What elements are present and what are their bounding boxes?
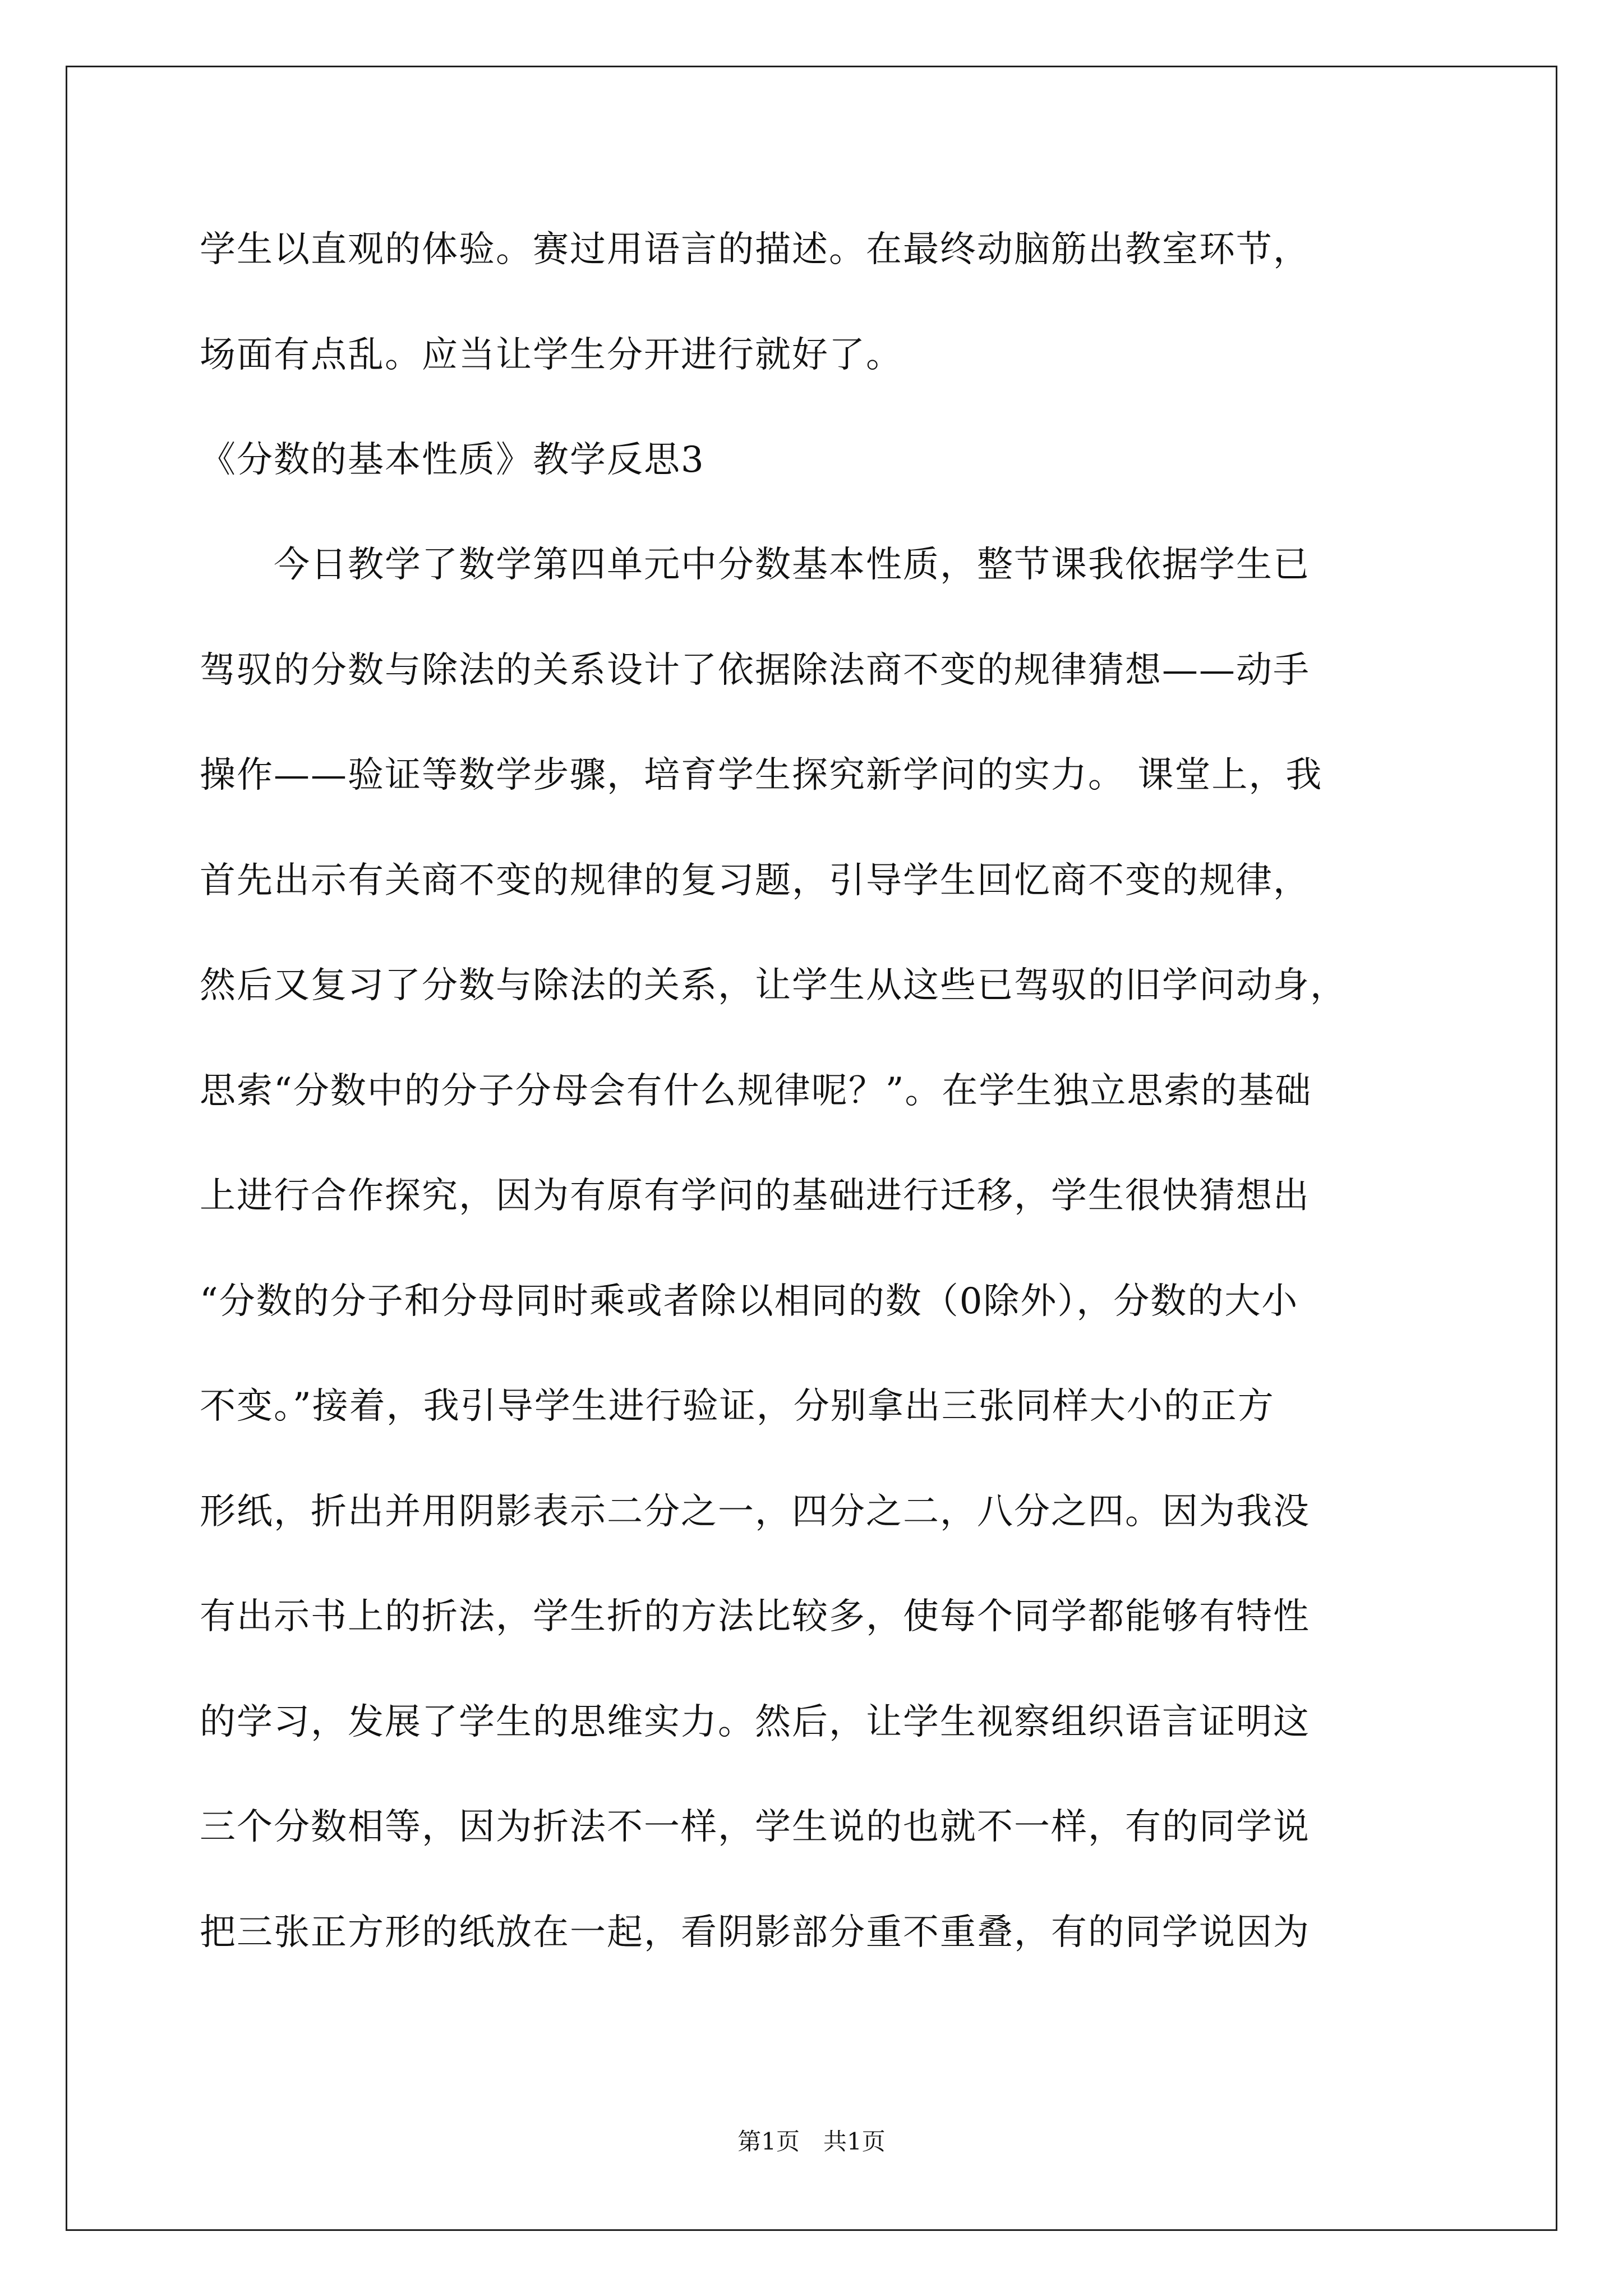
text-line-14: 有出示书上的折法，学生折的方法比较多，使每个同学都能够有特性	[200, 1596, 1310, 1637]
text-line-5: 驾驭的分数与除法的关系设计了依据除法商不变的规律猜想——动手	[200, 650, 1310, 691]
text-line-10: 上进行合作探究，因为有原有学问的基础进行迁移，学生很快猜想出	[200, 1175, 1310, 1217]
text-line-13: 形纸，折出并用阴影表示二分之一，四分之二，八分之四。因为我没	[200, 1491, 1310, 1533]
text-line-6: 操作——验证等数学步骤，培育学生探究新学问的实力。 课堂上，我	[200, 754, 1323, 796]
section-heading: 《分数的基本性质》教学反思3	[200, 439, 705, 481]
text-line-11: “分数的分子和分母同时乘或者除以相同的数（0除外），分数的大小	[200, 1281, 1299, 1322]
text-line-8: 然后又复习了分数与除法的关系，让学生从这些已驾驭的旧学问动身，	[200, 965, 1347, 1006]
text-line-1: 学生以直观的体验。赛过用语言的描述。在最终动脑筋出教室环节，	[200, 229, 1310, 270]
page-number-footer: 第1页 共1页	[737, 2128, 886, 2155]
text-line-12: 不变。”接着，我引导学生进行验证，分别拿出三张同样大小的正方	[200, 1386, 1275, 1427]
text-line-7: 首先出示有关商不变的规律的复习题，引导学生回忆商不变的规律，	[200, 860, 1310, 901]
text-line-15: 的学习，发展了学生的思维实力。然后，让学生视察组织语言证明这	[200, 1701, 1310, 1743]
text-line-4: 今日教学了数学第四单元中分数基本性质，整节课我依据学生已	[200, 544, 1310, 586]
text-line-2: 场面有点乱。应当让学生分开进行就好了。	[200, 334, 903, 376]
text-line-9: 思索“分数中的分子分母会有什么规律呢？”。在学生独立思索的基础	[200, 1070, 1312, 1112]
text-line-16: 三个分数相等，因为折法不一样，学生说的也就不一样，有的同学说	[200, 1806, 1310, 1848]
text-line-17: 把三张正方形的纸放在一起，看阴影部分重不重叠，有的同学说因为	[200, 1912, 1310, 1953]
page-border	[66, 66, 1557, 2231]
